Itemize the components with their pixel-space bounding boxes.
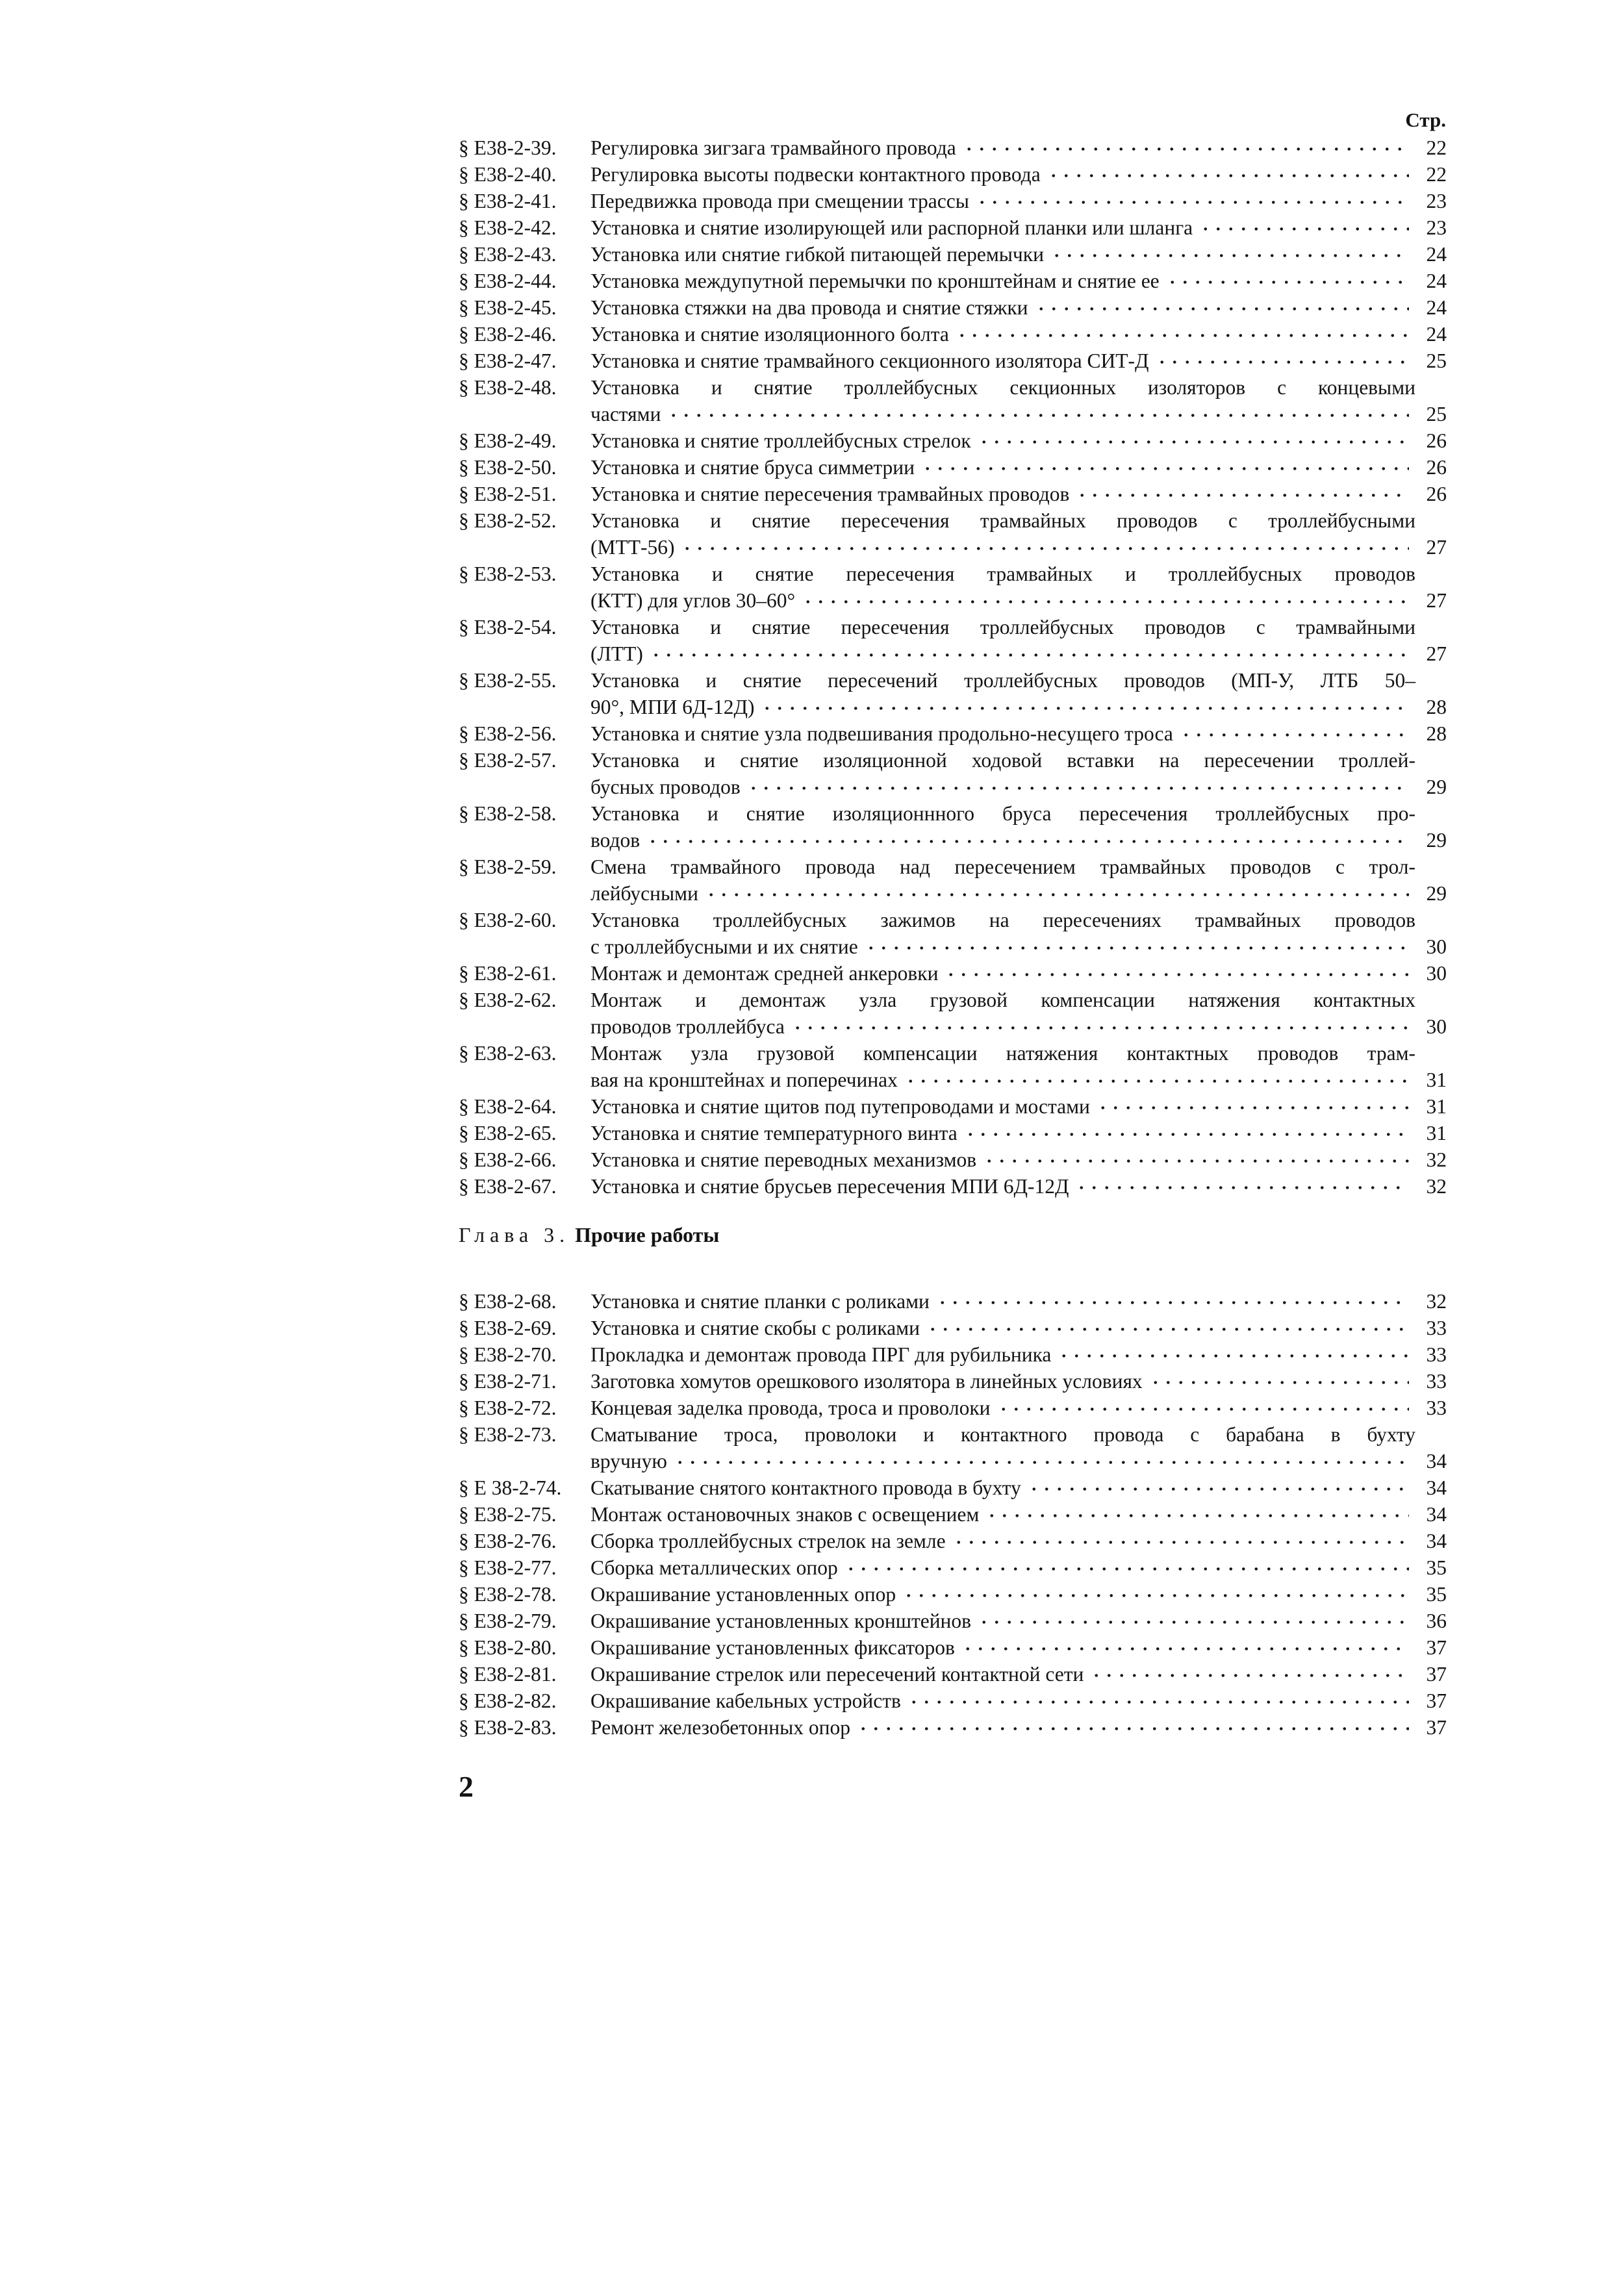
entry-title-line — [590, 321, 1415, 347]
entry-title — [590, 1634, 1415, 1661]
page-ref: 36 — [1426, 1610, 1447, 1632]
page-ref: 30 — [1426, 935, 1447, 958]
page-ref: 37 — [1426, 1716, 1447, 1739]
page-ref: 24 — [1426, 243, 1447, 266]
title-text: Установка и снятие изоляционной ходовой вставки на пересечении троллей- — [590, 749, 1415, 772]
section-code: § Е38-2-69. — [459, 1317, 557, 1339]
entry-title — [590, 1315, 1415, 1341]
section-code: § Е38-2-50. — [459, 456, 557, 479]
page-ref: 23 — [1426, 190, 1447, 212]
title-text: лейбусными — [590, 882, 698, 905]
dot-leader — [926, 1315, 1409, 1341]
page-ref: 25 — [1426, 349, 1447, 372]
dot-leader — [1090, 1661, 1409, 1687]
page-ref: 37 — [1426, 1636, 1447, 1659]
entry-title-line — [590, 134, 1415, 161]
entry-title-line — [590, 1341, 1415, 1368]
dot-leader — [1180, 720, 1409, 747]
page-ref: 34 — [1426, 1530, 1447, 1552]
section-code: § Е38-2-44. — [459, 270, 557, 292]
title-text: Монтаж и демонтаж узла грузовой компенсации натяжения контактных — [590, 989, 1415, 1011]
page-ref: 22 — [1426, 163, 1447, 186]
entry-title-line — [590, 1040, 1415, 1067]
dot-leader — [802, 587, 1409, 614]
title-text: Установка и снятие скобы с роликами — [590, 1317, 920, 1339]
page-ref: 34 — [1426, 1503, 1447, 1526]
entry-title — [590, 1608, 1415, 1634]
section-code: § Е38-2-82. — [459, 1689, 557, 1712]
dot-leader — [978, 427, 1409, 454]
entry-title — [590, 1368, 1415, 1395]
title-text: Окрашивание установленных опор — [590, 1583, 896, 1606]
title-text: (КТТ) для углов 30–60° — [590, 589, 796, 612]
entry-title-line — [590, 640, 1415, 667]
page-ref: 37 — [1426, 1663, 1447, 1686]
entry-title-line — [590, 401, 1415, 427]
page-ref: 27 — [1426, 589, 1447, 612]
title-text: бусных проводов — [590, 776, 741, 798]
entry-title — [590, 614, 1415, 667]
entry-title-line — [590, 1146, 1415, 1173]
entry-title-line — [590, 1120, 1415, 1146]
entry-title-line — [590, 827, 1415, 853]
page-ref: 34 — [1426, 1450, 1447, 1472]
title-text: Смена трамвайного провода над пересечением трамвайных проводов с трол- — [590, 855, 1415, 878]
entry-title-line — [590, 1368, 1415, 1395]
page-number: 2 — [459, 1770, 474, 1803]
section-code: § Е38-2-41. — [459, 190, 557, 212]
dot-leader — [907, 1687, 1409, 1714]
title-text: Установка и снятие трамвайного секционного изолятора СИТ-Д — [590, 349, 1149, 372]
page-ref: 24 — [1426, 296, 1447, 319]
entry-title-line — [590, 1501, 1415, 1528]
entry-title-line — [590, 1634, 1415, 1661]
section-code: § Е38-2-65. — [459, 1122, 557, 1144]
entry-title-line — [590, 587, 1415, 614]
section-code: § Е38-2-76. — [459, 1530, 557, 1552]
entry-title — [590, 987, 1415, 1040]
entry-title-line — [590, 268, 1415, 294]
entry-title — [590, 907, 1415, 960]
entry-title-line — [590, 1687, 1415, 1714]
title-text: Монтаж и демонтаж средней анкеровки — [590, 962, 939, 985]
page-ref: 29 — [1426, 776, 1447, 798]
title-text: Установка и снятие планки с роликами — [590, 1290, 930, 1313]
entry-title-line — [590, 1608, 1415, 1634]
section-code: § Е38-2-64. — [459, 1095, 557, 1118]
entry-title — [590, 1554, 1415, 1581]
dot-leader — [650, 640, 1409, 667]
page-ref: 33 — [1426, 1396, 1447, 1419]
dot-leader — [904, 1067, 1409, 1093]
entry-title — [590, 188, 1415, 214]
page-ref: 29 — [1426, 829, 1447, 852]
section-code: § Е38-2-83. — [459, 1716, 557, 1739]
dot-leader — [985, 1501, 1409, 1528]
section-code: § Е38-2-43. — [459, 243, 557, 266]
dot-leader — [978, 1608, 1409, 1634]
section-code: § Е38-2-53. — [459, 562, 557, 585]
title-text: Монтаж остановочных знаков с освещением — [590, 1503, 980, 1526]
page-ref: 28 — [1426, 696, 1447, 718]
entry-title — [590, 454, 1415, 481]
page-ref: 35 — [1426, 1583, 1447, 1606]
section-code: § Е38-2-61. — [459, 962, 557, 985]
page-ref: 32 — [1426, 1290, 1447, 1313]
entry-title — [590, 720, 1415, 747]
chapter-prefix: Глава 3. — [459, 1223, 570, 1246]
dot-leader — [1156, 347, 1410, 374]
page-ref: 34 — [1426, 1476, 1447, 1499]
section-code: § Е38-2-39. — [459, 136, 557, 159]
section-code: § Е38-2-51. — [459, 483, 557, 505]
page-ref: 30 — [1426, 1015, 1447, 1038]
page-ref: 33 — [1426, 1370, 1447, 1393]
entry-title-line — [590, 1395, 1415, 1421]
title-text: Установка и снятие пересечения трамвайных и троллейбусных проводов — [590, 562, 1415, 585]
dot-leader — [1075, 1173, 1409, 1200]
page-ref: 25 — [1426, 403, 1447, 425]
title-text: проводов троллейбуса — [590, 1015, 785, 1038]
title-text: Регулировка высоты подвески контактного провода — [590, 163, 1041, 186]
page-ref: 23 — [1426, 216, 1447, 239]
title-text: Установка и снятие температурного винта — [590, 1122, 958, 1144]
entry-title-line — [590, 907, 1415, 933]
entry-title-line — [590, 1448, 1415, 1474]
title-text: Концевая заделка провода, троса и проволоки — [590, 1396, 991, 1419]
dot-leader — [945, 960, 1409, 987]
section-code: § Е38-2-66. — [459, 1148, 557, 1171]
entry-title-line — [590, 1288, 1415, 1315]
entry-title-line — [590, 188, 1415, 214]
chapter-title: Прочие работы — [575, 1223, 720, 1246]
page-ref: 31 — [1426, 1095, 1447, 1118]
section-code: § Е38-2-55. — [459, 669, 557, 692]
dot-leader — [936, 1288, 1409, 1315]
entry-title — [590, 268, 1415, 294]
title-text: Установка и снятие брусьев пересечения МПИ 6Д-12Д — [590, 1175, 1069, 1198]
dot-leader — [865, 933, 1409, 960]
entry-title-line — [590, 720, 1415, 747]
entry-title — [590, 321, 1415, 347]
dot-leader — [646, 827, 1409, 853]
page-ref: 29 — [1426, 882, 1447, 905]
title-text: Заготовка хомутов орешкового изолятора в линейных условиях — [590, 1370, 1143, 1393]
title-text: частями — [590, 403, 661, 425]
entry-title-line — [590, 427, 1415, 454]
dot-leader — [1166, 268, 1409, 294]
section-code: § Е38-2-60. — [459, 909, 557, 931]
entry-title-line — [590, 481, 1415, 507]
title-text: Установка и снятие переводных механизмов — [590, 1148, 977, 1171]
entry-title-line — [590, 161, 1415, 188]
page-ref: 31 — [1426, 1068, 1447, 1091]
entry-title — [590, 667, 1415, 720]
entry-title-line — [590, 853, 1415, 880]
section-code: § Е38-2-62. — [459, 989, 557, 1011]
entry-title — [590, 134, 1415, 161]
section-code: § Е38-2-70. — [459, 1343, 557, 1366]
title-text: водов — [590, 829, 641, 852]
entry-title — [590, 161, 1415, 188]
dot-leader — [1047, 161, 1409, 188]
section-code: § Е38-2-45. — [459, 296, 557, 319]
entry-title-line — [590, 214, 1415, 241]
entry-title-line — [590, 1714, 1415, 1741]
entry-title-line — [590, 933, 1415, 960]
title-text: вая на кронштейнах и поперечинах — [590, 1068, 898, 1091]
page-ref: 32 — [1426, 1148, 1447, 1171]
dot-leader — [961, 1634, 1409, 1661]
entry-title — [590, 1687, 1415, 1714]
page-ref: 26 — [1426, 483, 1447, 505]
entry-title-line — [590, 1421, 1415, 1448]
dot-leader — [976, 188, 1409, 214]
section-code: § Е38-2-71. — [459, 1370, 557, 1393]
entry-title — [590, 1421, 1415, 1474]
dot-leader — [844, 1554, 1409, 1581]
entry-title-line — [590, 1093, 1415, 1120]
entry-title — [590, 1040, 1415, 1093]
entry-title — [590, 294, 1415, 321]
section-code: § Е38-2-52. — [459, 509, 557, 532]
entry-title-line — [590, 694, 1415, 720]
title-text: (ЛТТ) — [590, 642, 643, 665]
title-text: Передвижка провода при смещении трассы — [590, 190, 969, 212]
title-text: Скатывание снятого контактного провода в бухту — [590, 1476, 1021, 1499]
entry-title-line — [590, 294, 1415, 321]
title-text: вручную — [590, 1450, 667, 1472]
section-code: § Е38-2-42. — [459, 216, 557, 239]
section-code: § Е38-2-80. — [459, 1636, 557, 1659]
entry-title-line — [590, 747, 1415, 774]
dot-leader — [791, 1013, 1409, 1040]
title-text: Монтаж узла грузовой компенсации натяжения контактных проводов трам- — [590, 1042, 1415, 1065]
entry-title-line — [590, 374, 1415, 401]
page-ref: 33 — [1426, 1343, 1447, 1366]
entry-title-line — [590, 1661, 1415, 1687]
section-code: § Е38-2-73. — [459, 1423, 557, 1446]
entry-title — [590, 1661, 1415, 1687]
entry-title — [590, 507, 1415, 561]
entry-title — [590, 561, 1415, 614]
title-text: Установка троллейбусных зажимов на пересечениях трамвайных проводов — [590, 909, 1415, 931]
entry-title-line — [590, 1554, 1415, 1581]
page-ref: 35 — [1426, 1556, 1447, 1579]
dot-leader — [1097, 1093, 1409, 1120]
dot-leader — [952, 1528, 1409, 1554]
title-text: Установка междупутной перемычки по кронштейнам и снятие ее — [590, 270, 1160, 292]
title-text: с троллейбусными и их снятие — [590, 935, 858, 958]
entry-title — [590, 1288, 1415, 1315]
page-ref: 27 — [1426, 536, 1447, 559]
entry-title — [590, 1120, 1415, 1146]
section-code: § Е38-2-78. — [459, 1583, 557, 1606]
section-code: § Е38-2-63. — [459, 1042, 557, 1065]
section-code: § Е38-2-67. — [459, 1175, 557, 1198]
entry-title-line — [590, 987, 1415, 1013]
page-column-header: Стр. — [1405, 108, 1446, 131]
dot-leader — [1076, 481, 1409, 507]
title-text: Сборка троллейбусных стрелок на земле — [590, 1530, 946, 1552]
section-code: § Е38-2-56. — [459, 722, 557, 745]
section-code: § Е38-2-68. — [459, 1290, 557, 1313]
dot-leader — [964, 1120, 1409, 1146]
entry-title — [590, 747, 1415, 800]
title-text: Ремонт железобетонных опор — [590, 1716, 850, 1739]
title-text: Установка и снятие пересечений троллейбусных проводов (МП-У, ЛТБ 50– — [590, 669, 1415, 692]
section-code: § Е38-2-57. — [459, 749, 557, 772]
page-ref: 24 — [1426, 270, 1447, 292]
entry-title-line — [590, 1581, 1415, 1608]
title-text: Установка и снятие пересечения трамвайных проводов — [590, 483, 1070, 505]
title-text: Установка и снятие щитов под путепроводами и мостами — [590, 1095, 1090, 1118]
entry-title-line — [590, 561, 1415, 587]
entry-title — [590, 960, 1415, 987]
section-code: § Е38-2-46. — [459, 323, 557, 346]
dot-leader — [1050, 241, 1409, 268]
entry-title-line — [590, 1173, 1415, 1200]
entry-title-line — [590, 800, 1415, 827]
entry-title — [590, 427, 1415, 454]
dot-leader — [1149, 1368, 1409, 1395]
page-ref: 31 — [1426, 1122, 1447, 1144]
entry-title-line — [590, 1528, 1415, 1554]
title-text: Окрашивание стрелок или пересечений контактной сети — [590, 1663, 1084, 1686]
section-code: § Е38-2-40. — [459, 163, 557, 186]
section-code: § Е38-2-58. — [459, 802, 557, 825]
entry-title — [590, 1146, 1415, 1173]
entry-title — [590, 800, 1415, 853]
section-code: § Е38-2-47. — [459, 349, 557, 372]
section-code: § Е 38-2-74. — [459, 1476, 562, 1499]
title-text: Установка и снятие узла подвешивания продольно-несущего троса — [590, 722, 1173, 745]
section-code: § Е38-2-79. — [459, 1610, 557, 1632]
dot-leader — [761, 694, 1409, 720]
entry-title — [590, 1528, 1415, 1554]
entry-title-line — [590, 1474, 1415, 1501]
dot-leader — [1028, 1474, 1409, 1501]
title-text: Установка или снятие гибкой питающей перемычки — [590, 243, 1044, 266]
page-ref: 26 — [1426, 429, 1447, 452]
title-text: Установка и снятие пересечения троллейбусных проводов с трамвайными — [590, 616, 1415, 638]
dot-leader — [674, 1448, 1409, 1474]
dot-leader — [667, 401, 1409, 427]
entry-title-line — [590, 454, 1415, 481]
entry-title — [590, 1341, 1415, 1368]
title-text: Окрашивание установленных кронштейнов — [590, 1610, 972, 1632]
section-code: § Е38-2-54. — [459, 616, 557, 638]
dot-leader — [902, 1581, 1409, 1608]
title-text: Регулировка зигзага трамвайного провода — [590, 136, 956, 159]
dot-leader — [747, 774, 1409, 800]
title-text: Окрашивание установленных фиксаторов — [590, 1636, 955, 1659]
entry-title — [590, 1581, 1415, 1608]
entry-title — [590, 347, 1415, 374]
dot-leader — [705, 880, 1409, 907]
entry-title-line — [590, 507, 1415, 534]
entry-title-line — [590, 1013, 1415, 1040]
entry-title-line — [590, 880, 1415, 907]
entry-title — [590, 481, 1415, 507]
entry-title — [590, 1501, 1415, 1528]
entry-title-line — [590, 667, 1415, 694]
entry-title-line — [590, 1315, 1415, 1341]
title-text: Окрашивание кабельных устройств — [590, 1689, 901, 1712]
entry-title-line — [590, 241, 1415, 268]
dot-leader — [681, 534, 1409, 561]
section-code: § Е38-2-77. — [459, 1556, 557, 1579]
section-code: § Е38-2-81. — [459, 1663, 557, 1686]
dot-leader — [1199, 214, 1409, 241]
title-text: Прокладка и демонтаж провода ПРГ для рубильника — [590, 1343, 1052, 1366]
section-code: § Е38-2-75. — [459, 1503, 557, 1526]
entry-title-line — [590, 960, 1415, 987]
section-code: § Е38-2-72. — [459, 1396, 557, 1419]
dot-leader — [921, 454, 1409, 481]
title-text: Установка и снятие троллейбусных секционных изоляторов с концевыми — [590, 376, 1415, 399]
title-text: Сматывание троса, проволоки и контактного провода с барабана в бухту — [590, 1423, 1415, 1446]
entry-title-line — [590, 347, 1415, 374]
dot-leader — [956, 321, 1409, 347]
entry-title — [590, 1093, 1415, 1120]
page-ref: 33 — [1426, 1317, 1447, 1339]
dot-leader — [1058, 1341, 1409, 1368]
entry-title — [590, 853, 1415, 907]
title-text: Установка и снятие троллейбусных стрелок — [590, 429, 971, 452]
entry-title — [590, 1474, 1415, 1501]
dot-leader — [857, 1714, 1409, 1741]
dot-leader — [997, 1395, 1409, 1421]
entry-title-line — [590, 1067, 1415, 1093]
page-ref: 30 — [1426, 962, 1447, 985]
entry-title-line — [590, 614, 1415, 640]
title-text: Установка и снятие пересечения трамвайных проводов с троллейбусными — [590, 509, 1415, 532]
title-text: Установка и снятие изоляционнного бруса пересечения троллейбусных про- — [590, 802, 1415, 825]
title-text: Установка стяжки на два провода и снятие стяжки — [590, 296, 1028, 319]
title-text: (МТТ-56) — [590, 536, 675, 559]
section-code: § Е38-2-59. — [459, 855, 557, 878]
page-ref: 28 — [1426, 722, 1447, 745]
page-ref: 37 — [1426, 1689, 1447, 1712]
entry-title-line — [590, 774, 1415, 800]
dot-leader — [963, 134, 1409, 161]
entry-title — [590, 1173, 1415, 1200]
chapter-heading — [459, 1222, 719, 1248]
title-text: Установка и снятие изоляционного болта — [590, 323, 949, 346]
section-code: § Е38-2-49. — [459, 429, 557, 452]
entry-title — [590, 214, 1415, 241]
title-text: Установка и снятие бруса симметрии — [590, 456, 915, 479]
entry-title — [590, 241, 1415, 268]
page-ref: 26 — [1426, 456, 1447, 479]
title-text: Сборка металлических опор — [590, 1556, 838, 1579]
page-ref: 24 — [1426, 323, 1447, 346]
page-ref: 27 — [1426, 642, 1447, 665]
entry-title — [590, 374, 1415, 427]
entry-title-line — [590, 534, 1415, 561]
entry-title — [590, 1714, 1415, 1741]
title-text: 90°, МПИ 6Д-12Д) — [590, 696, 755, 718]
page-ref: 22 — [1426, 136, 1447, 159]
entry-title — [590, 1395, 1415, 1421]
dot-leader — [983, 1146, 1409, 1173]
page-ref: 32 — [1426, 1175, 1447, 1198]
title-text: Установка и снятие изолирующей или распорной планки или шланга — [590, 216, 1193, 239]
dot-leader — [1035, 294, 1410, 321]
section-code: § Е38-2-48. — [459, 376, 557, 399]
